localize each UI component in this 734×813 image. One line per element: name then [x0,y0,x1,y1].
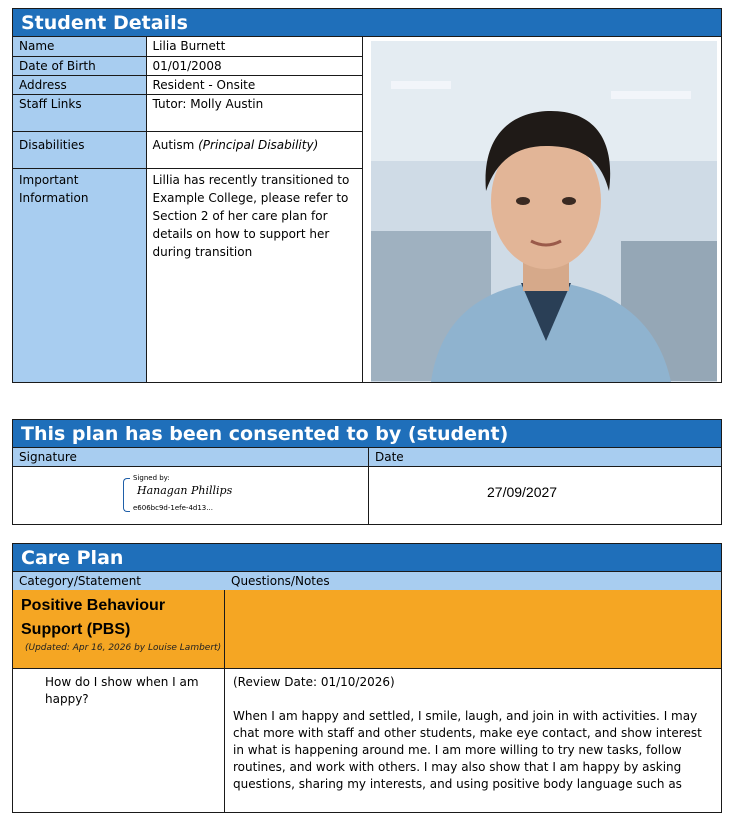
notes-text: When I am happy and settled, I smile, laugh, and join in with activities. I may chat more with staff and other students, make eye contact, and show interest in what is happening around me. I am more willing to try new tasks, follow routines, and work with others. I may also show that I am happy by asking questions, sharing my interests, and using positive body language such as [233,709,702,791]
student-photo-illustration [371,41,717,382]
disabilities-value [146,131,362,168]
signed-by-label: Signed by: [133,474,170,482]
signature-id: e606bc9d-1efe-4d13... [133,504,213,512]
name-label: Name [13,37,146,56]
student-details-section [12,8,722,383]
consent-section [12,419,722,525]
signature-block [123,474,253,516]
important-info-value: Lillia has recently transitioned to Example College, please refer to Section 2 of her care plan for details on how to support her during transition [146,168,362,382]
important-info-label: Important Information [13,168,146,382]
care-plan-subheader [13,572,721,591]
pbs-category-title: Positive Behaviour Support (PBS) [21,597,166,638]
disability-note: (Principal Disability) [198,137,319,152]
signature-label: Signature [19,450,77,464]
pbs-updated-note: (Updated: Apr 16, 2026 by Louise Lambert) [25,643,222,653]
student-photo [371,41,717,382]
consent-header: This plan has been consented to by (student) [13,420,721,448]
care-plan-section [12,543,722,813]
notes-cell [233,674,713,793]
signature-bracket [123,478,130,512]
address-value: Resident - Onsite [146,75,362,94]
disabilities-label: Disabilities [13,131,146,168]
dob-label: Date of Birth [13,56,146,75]
disability-name: Autism [152,137,195,152]
staff-links-value: Tutor: Molly Austin [146,94,362,131]
notes-column-label: Questions/Notes [231,574,330,588]
address-label: Address [13,75,146,94]
dob-value: 01/01/2008 [146,56,362,75]
question-text: How do I show when I am happy? [45,675,199,706]
care-plan-header: Care Plan [13,544,721,572]
student-details-header: Student Details [13,9,721,37]
student-details-table [13,37,363,383]
consent-date-value: 27/09/2027 [487,484,558,500]
name-value: Lilia Burnett [146,37,362,56]
category-column-label: Category/Statement [19,574,142,588]
pbs-category-row [13,590,721,669]
signature-script: Hanagan Phillips [137,484,233,497]
date-label: Date [375,450,404,464]
consent-divider [368,448,369,524]
consent-subheader [13,448,721,467]
staff-links-label: Staff Links [13,94,146,131]
review-date: (Review Date: 01/10/2026) [233,675,395,689]
